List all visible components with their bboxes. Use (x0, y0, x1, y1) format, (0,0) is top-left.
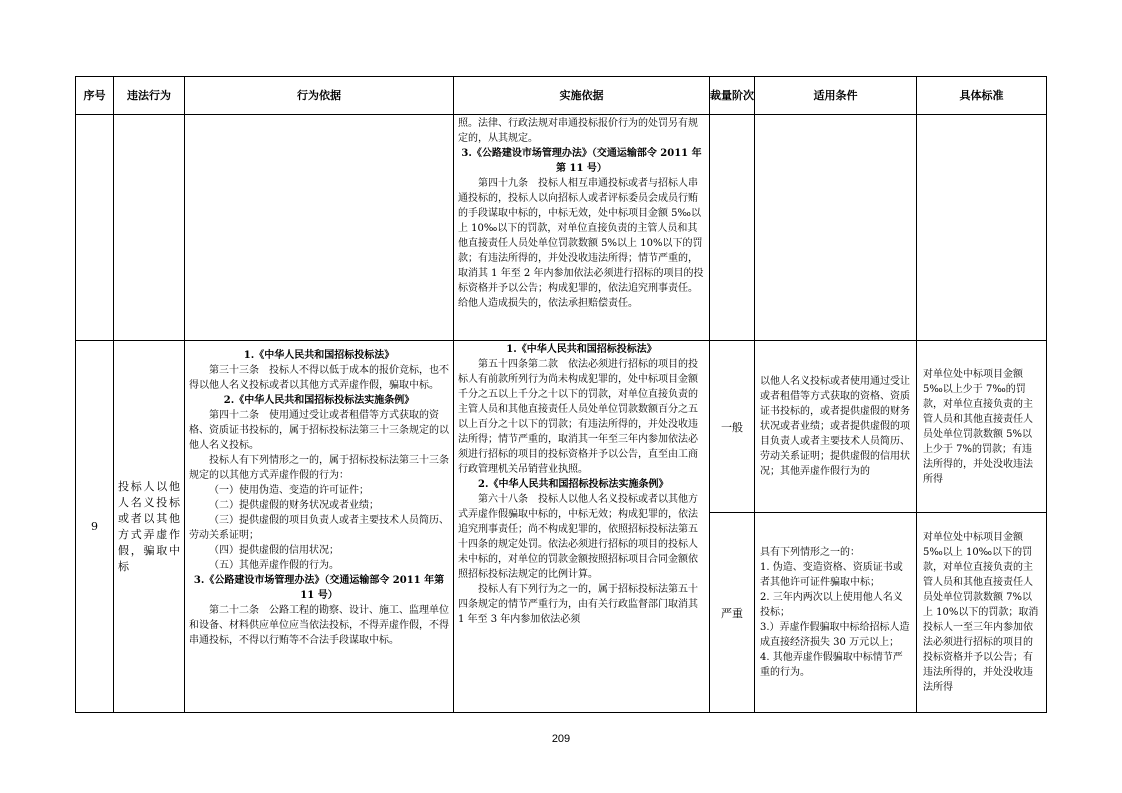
basis-article-33: 第三十三条 投标人不得以低于成本的报价竞标，也不得以他人名义投标或者以其他方式弄虚作假，骗取中标。 (189, 365, 449, 391)
table-row-continued (76, 115, 1047, 341)
basis-heading-2: 2.《中华人民共和国招标投标法实施条例》 (223, 395, 415, 406)
row9-basis-cell (185, 341, 454, 713)
impl-article-54: 第五十四条第二款 依法必须进行招标的项目的投标人有前款所列行为尚未构成犯罪的，处中标项目金额千分之五以上千分之十以下的罚款，对单位直接负责的主管人员和其他直接责任人员处单位罚款数额百分之五以上百分之十以下的罚款；有违法所得的，并处没收违法所得；情节严重的，取消其一年至三年内参加依法必须进行招标的项目的投标资格并予以公告，直至由工商行政管理机关吊销营业执照。 (458, 359, 698, 475)
standard-serious: 对单位处中标项目金额 5‰以上 10‰以下的罚款，对单位直接负责的主管人员和其他直接责任人员处单位罚款数额 7%以上 10%以下的罚款；取消投标人一至三年内参加依法必须进行招标的项目的投标资格并予以公告；有违法所得的，并处没收违法所得 (917, 513, 1047, 713)
discretion-standard-table (75, 76, 1047, 713)
impl-article-68: 第六十八条 投标人以他人名义投标或者以其他方式弄虚作假骗取中标的，中标无效；构成犯罪的，依法追究刑事责任；尚不构成犯罪的，依照招标投标法第五十四条的规定处罚。依法必须进行招标的项目的投标人未中标的，对单位的罚款金额按照招标项目合同金额依照招标投标法规定的比例计算。 (458, 494, 698, 580)
basis-item-1: （一）使用伪造、变造的许可证件； (209, 485, 369, 496)
header-condition: 适用条件 (755, 77, 917, 115)
standard-general: 对单位处中标项目金额 5‰以上少于 7‰的罚款，对单位直接负责的主管人员和其他直接责任人员处单位罚款数额 5%以上少于 7%的罚款；有违法所得的，并处没收违法所得 (917, 341, 1047, 513)
page-number: 209 (551, 733, 571, 745)
basis-item-2: （二）提供虚假的财务状况或者业绩； (209, 500, 379, 511)
row9-seq: 9 (76, 341, 114, 713)
cont-basis-cell (185, 115, 454, 341)
level-general: 一般 (710, 341, 755, 513)
basis-heading-3: 3.《公路建设市场管理办法》（交通运输部令 2011 年第 11 号） (193, 575, 445, 601)
condition-serious (755, 513, 917, 713)
header-standard: 具体标准 (917, 77, 1047, 115)
condition-serious-3: 3.）弄虚作假骗取中标给招标人造成直接经济损失 30 万元以上； (760, 622, 910, 648)
condition-serious-2: 2. 三年内两次以上使用他人名义投标； (760, 592, 903, 618)
impl-article-68-para2: 投标人有下列行为之一的，属于招标投标法第五十四条规定的情节严重行为，由有关行政监督部门取消其 1 年至 3 年内参加依法必须 (458, 584, 698, 625)
level-serious: 严重 (710, 513, 755, 713)
cont-behavior-cell (114, 115, 185, 341)
impl-heading-1: 1.《中华人民共和国招标投标法》 (506, 344, 657, 355)
cont-impl-text: 照。法律、行政法规对串通投标报价行为的处罚另有规定的，从其规定。 (458, 118, 698, 144)
cont-implement-cell (454, 115, 710, 341)
cont-level-cell (710, 115, 755, 341)
cont-impl-article: 第四十九条 投标人相互串通投标或者与招标人串通投标的，投标人以向招标人或者评标委员会成员行贿的手段谋取中标的，中标无效，处中标项目金额 5‰以上 10‰以下的罚款，对单位直接负责的主管人员和其他直接责任人员处单位罚款数额 5%以上 10%以下的罚款；有违法所得的，并处没收违法所得；情节严重的，取消其 1 年至 2 年内参加依法必须进行招标的项目的投标资格并予以公告；构成犯罪的，依法追究刑事责任。给他人造成损失的，依法承担赔偿责任。 (458, 178, 704, 309)
row9-behavior: 投标人以他人名义投标或者以其他方式弄虚作假，骗取中标 (114, 341, 185, 713)
header-implement: 实施依据 (454, 77, 710, 115)
table-header-row (76, 77, 1047, 115)
cont-seq-cell (76, 115, 114, 341)
condition-serious-4: 4. 其他弄虚作假骗取中标情节严重的行为。 (760, 652, 903, 678)
header-seq: 序号 (76, 77, 114, 115)
condition-serious-intro: 具有下列情形之一的： (760, 547, 860, 558)
basis-item-5: （五）其他弄虚作假的行为。 (209, 560, 339, 571)
row9-implement-cell (454, 341, 710, 713)
table-row-9-general (76, 341, 1047, 513)
cont-standard-cell (917, 115, 1047, 341)
basis-article-22: 第二十二条 公路工程的勘察、设计、施工、监理单位和设备、材料供应单位应当依法投标，不得弄虚作假，不得串通投标，不得以行贿等不合法手段谋取中标。 (189, 605, 449, 646)
cont-condition-cell (755, 115, 917, 341)
basis-heading-1: 1.《中华人民共和国招标投标法》 (243, 350, 395, 361)
cont-impl-heading: 3.《公路建设市场管理办法》（交通运输部令 2011 年第 11 号） (461, 148, 702, 174)
header-level: 裁量阶次 (710, 77, 755, 115)
header-behavior: 违法行为 (114, 77, 185, 115)
condition-serious-1: 1. 伪造、变造资格、资质证书或者其他许可证件骗取中标； (760, 562, 903, 588)
basis-article-42: 第四十二条 使用通过受让或者租借等方式获取的资格、资质证书投标的，属于招标投标法第三十三条规定的以他人名义投标。 (189, 410, 449, 451)
basis-item-4: （四）提供虚假的信用状况； (209, 545, 339, 556)
basis-item-3: （三）提供虚假的项目负责人或者主要技术人员简历、劳动关系证明； (189, 515, 449, 541)
header-basis: 行为依据 (185, 77, 454, 115)
basis-article-42-para2: 投标人有下列情形之一的，属于招标投标法第三十三条规定的以其他方式弄虚作假的行为： (189, 455, 449, 481)
impl-heading-2: 2.《中华人民共和国招标投标法实施条例》 (478, 479, 669, 490)
condition-general: 以他人名义投标或者使用通过受让或者租借等方式获取的资格、资质证书投标的，或者提供虚假的财务状况或者业绩；或者提供虚假的项目负责人或者主要技术人员简历、劳动关系证明；提供虚假的信用状况；其他弄虚作假行为的 (755, 341, 917, 513)
